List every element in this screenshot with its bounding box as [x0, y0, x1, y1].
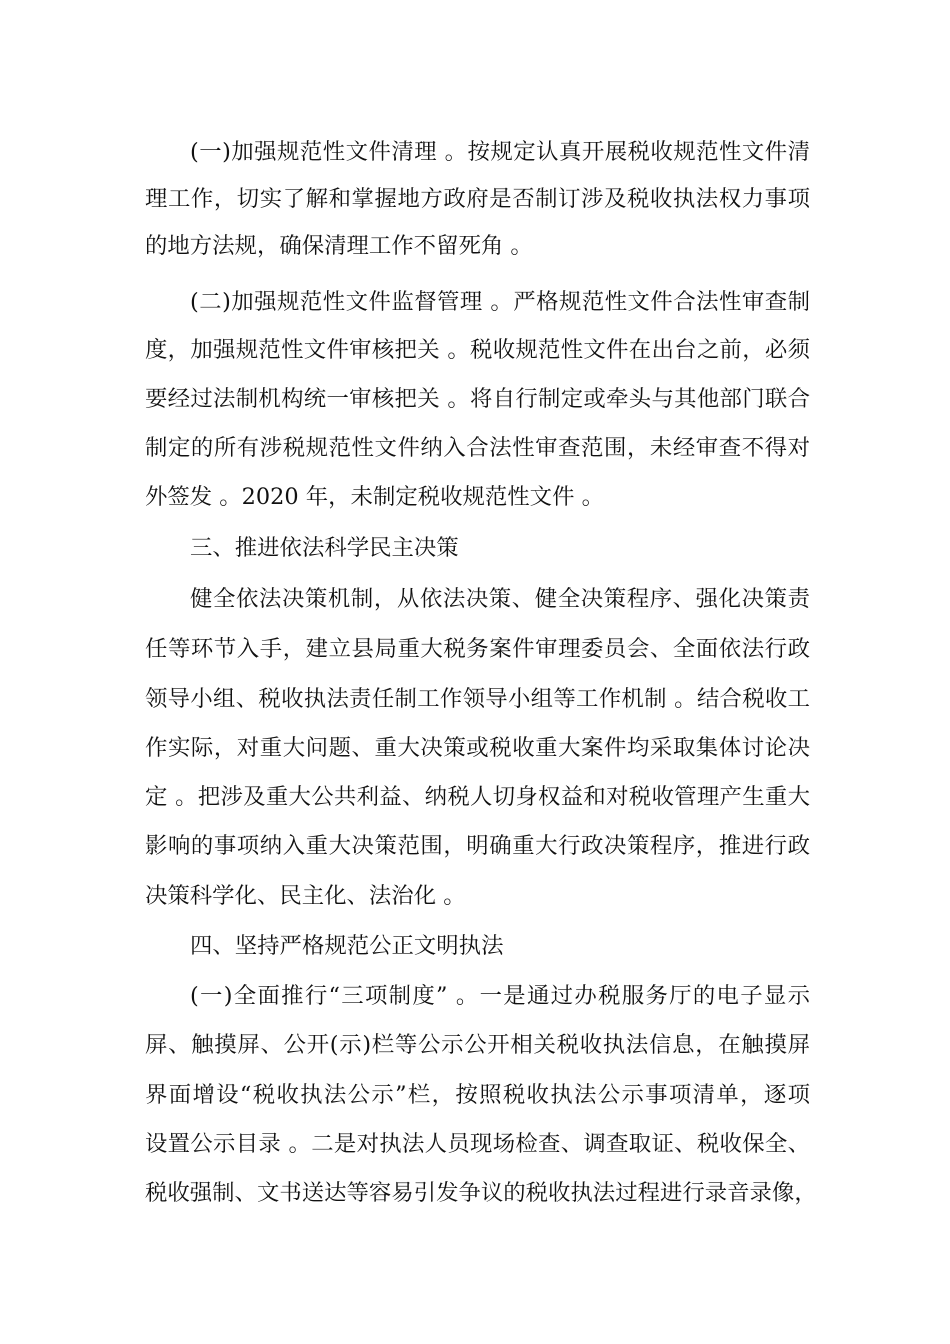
paragraph-line-14: 定 。把涉及重大公共利益、纳税人切身权益和对税收管理产生重大: [145, 784, 810, 810]
paragraph-line-10: 健全依法决策机制，从依法决策、健全决策程序、强化决策责: [190, 586, 810, 612]
paragraph-line-19: 屏、触摸屏、公开(示)栏等公示公开相关税收执法信息，在触摸屏: [145, 1032, 810, 1058]
paragraph-line-2: 理工作，切实了解和掌握地方政府是否制订涉及税收执法权力事项: [145, 186, 810, 212]
paragraph-line-16: 决策科学化、民主化、法治化 。: [145, 883, 466, 909]
paragraph-line-8: 外签发 。2020 年，未制定税收规范性文件 。: [145, 484, 604, 510]
paragraph-line-3: 的地方法规，确保清理工作不留死角 。: [145, 233, 533, 259]
paragraph-line-20: 界面增设“税收执法公示”栏，按照税收执法公示事项清单，逐项: [145, 1082, 810, 1108]
paragraph-line-11: 任等环节入手，建立县局重大税务案件审理委员会、全面依法行政: [145, 636, 810, 662]
paragraph-line-1: (一)加强规范性文件清理 。按规定认真开展税收规范性文件清: [190, 139, 810, 165]
paragraph-line-12: 领导小组、税收执法责任制工作领导小组等工作机制 。结合税收工: [145, 686, 810, 712]
paragraph-line-21: 设置公示目录 。二是对执法人员现场检查、调查取证、税收保全、: [145, 1131, 810, 1157]
paragraph-line-7: 制定的所有涉税规范性文件纳入合法性审查范围，未经审查不得对: [145, 435, 810, 461]
section-heading-3: 三、推进依法科学民主决策: [190, 535, 459, 561]
paragraph-line-18: (一)全面推行“三项制度” 。一是通过办税服务厅的电子显示: [190, 983, 810, 1009]
paragraph-line-6: 要经过法制机构统一审核把关 。将自行制定或牵头与其他部门联合: [145, 386, 810, 412]
paragraph-line-5: 度，加强规范性文件审核把关 。税收规范性文件在出台之前，必须: [145, 337, 810, 363]
paragraph-line-22: 税收强制、文书送达等容易引发争议的税收执法过程进行录音录像，: [145, 1180, 817, 1206]
section-heading-4: 四、坚持严格规范公正文明执法: [190, 933, 504, 959]
paragraph-line-4: (二)加强规范性文件监督管理 。严格规范性文件合法性审查制: [190, 289, 810, 315]
paragraph-line-15: 影响的事项纳入重大决策范围，明确重大行政决策程序，推进行政: [145, 833, 810, 859]
paragraph-line-13: 作实际，对重大问题、重大决策或税收重大案件均采取集体讨论决: [145, 735, 810, 761]
